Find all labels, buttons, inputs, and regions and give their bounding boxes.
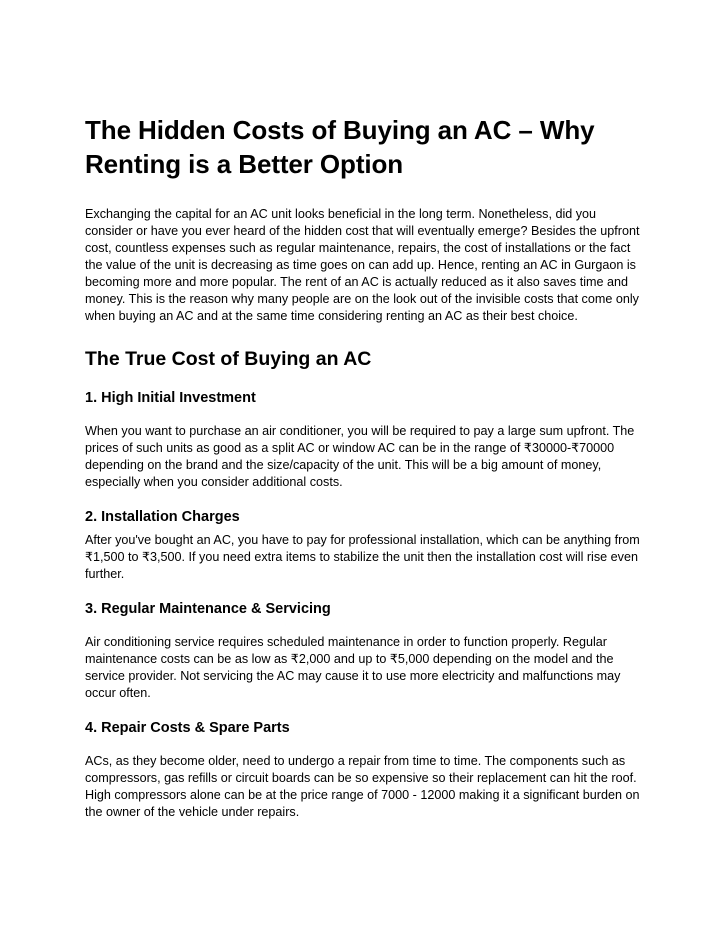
subsection-body-maintenance: Air conditioning service requires scheduled maintenance in order to function properly. Regular maintenance costs can be as low as ₹2,000 and up to ₹5,000 depending on the model and the service provider. Not servicing the AC may cause it to use more electricity and malfunctions may occur often. — [85, 635, 621, 700]
intro-paragraph: Exchanging the capital for an AC unit looks beneficial in the long term. Nonetheless, did you consider or have you ever heard of the hidden cost that will eventually emerge? Besides the upfront cost, countless expenses such as regular maintenance, repairs, the cost of installations or the fact the value of the unit is decreasing as time goes on can add up. Hence, renting an AC in Gurgaon is becoming more and more popular. The rent of an AC is actually reduced as it also saves time and money. This is the reason why many people are on the look out of the invisible costs that come only when buying an AC and at the same time considering renting an AC as their best choice. — [85, 207, 640, 323]
page-title: The Hidden Costs of Buying an AC – Why Renting is a Better Option — [85, 115, 595, 179]
subsection-heading-installation: 2. Installation Charges — [85, 509, 240, 525]
section-heading: The True Cost of Buying an AC — [85, 348, 372, 370]
subsection-heading-repair-costs: 4. Repair Costs & Spare Parts — [85, 720, 290, 736]
subsection-heading-initial-investment: 1. High Initial Investment — [85, 390, 256, 406]
subsection-body-repair-costs: ACs, as they become older, need to undergo a repair from time to time. The components such as compressors, gas refills or circuit boards can be so expensive so their replacement can hit the roof. High compressors alone can be at the price range of 7000 - 12000 making it a significant burden on the owner of the vehicle under repairs. — [85, 754, 640, 819]
subsection-body-initial-investment: When you want to purchase an air conditioner, you will be required to pay a large sum upfront. The prices of such units as good as a split AC or window AC can be in the range of ₹30000-₹70000 depending on the brand and the size/capacity of the unit. This will be a big amount of money, especially when you consider additional costs. — [85, 424, 635, 489]
subsection-heading-maintenance: 3. Regular Maintenance & Servicing — [85, 601, 331, 617]
subsection-body-installation: After you've bought an AC, you have to pay for professional installation, which can be anything from ₹1,500 to ₹3,500. If you need extra items to stabilize the unit then the installation cost will rise even further. — [85, 533, 640, 581]
